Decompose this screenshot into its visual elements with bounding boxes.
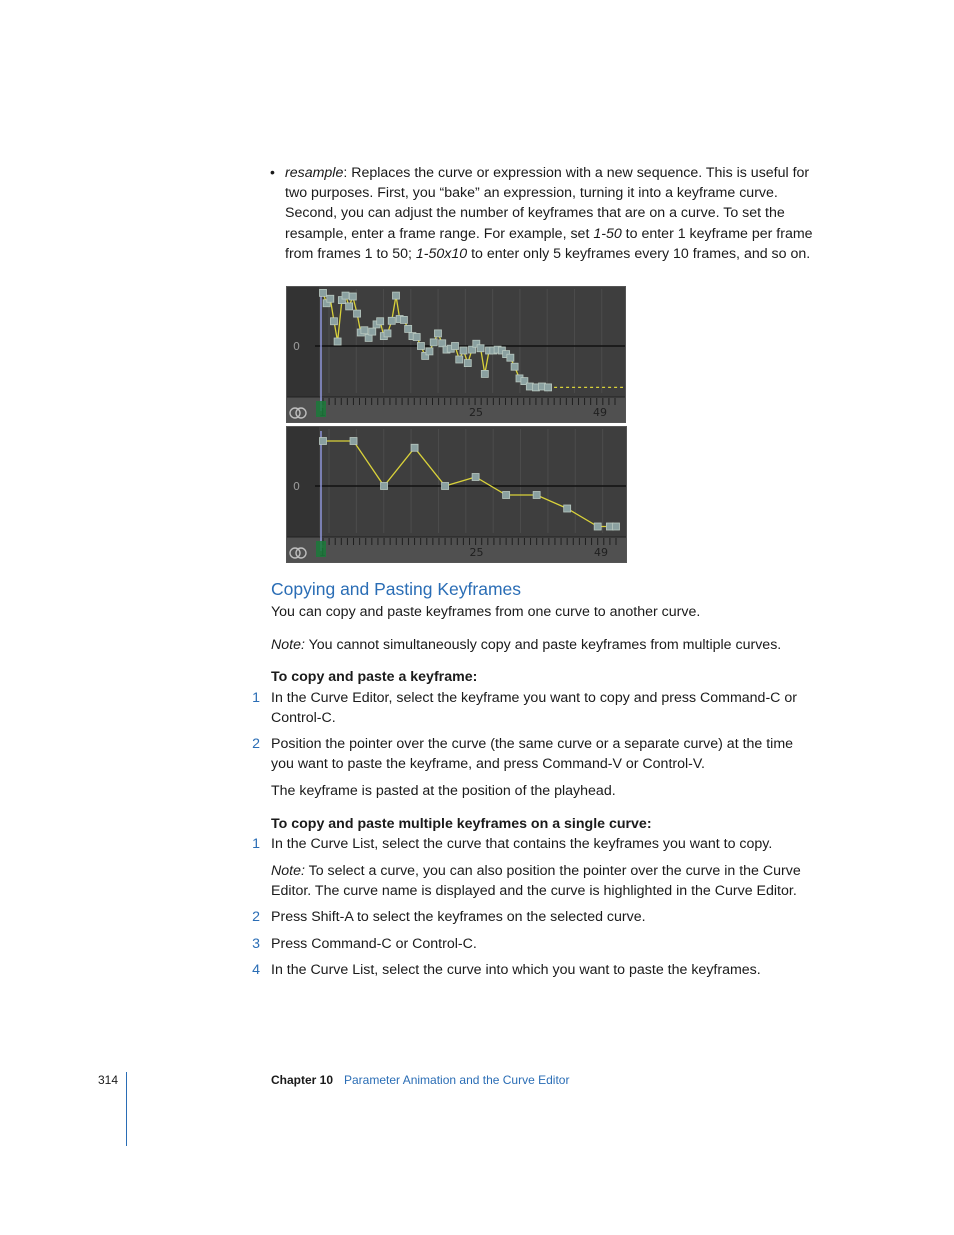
- bullet-marker: •: [270, 164, 275, 180]
- footer-divider: [126, 1072, 127, 1146]
- step-text: In the Curve List, select the curve that contains the keyframes you want to copy.: [271, 836, 773, 852]
- keyframe-point: [388, 317, 395, 324]
- step-text: In the Curve List, select the curve into which you want to paste the keyframes.: [271, 962, 761, 978]
- playhead-marker: [316, 541, 326, 557]
- time-ruler: [287, 537, 626, 562]
- step-text: Press Shift-A to select the keyframes on the selected curve.: [271, 909, 646, 925]
- task-title-copy-multiple: To copy and paste multiple keyframes on a single curve:: [271, 816, 652, 832]
- step-text: Press Command-C or Control-C.: [271, 936, 477, 952]
- step-note: [271, 861, 816, 901]
- step-number: 3: [252, 936, 260, 952]
- keyframe-point: [381, 483, 388, 490]
- keyframe-point: [464, 360, 471, 367]
- keyframe-point: [442, 483, 449, 490]
- keyframe-point: [346, 303, 353, 310]
- keyframe-point: [330, 318, 337, 325]
- keyframe-point: [320, 289, 327, 296]
- playhead-marker: [316, 401, 326, 417]
- step-number: 2: [252, 909, 260, 925]
- keyframe-point: [594, 523, 601, 530]
- ruler-label: 25: [469, 406, 483, 419]
- curve-editor-graph-after: [287, 427, 626, 562]
- keyframe-point: [377, 318, 384, 325]
- keyframe-point: [564, 505, 571, 512]
- bullet-text-part-3: to enter only 5 keyframes every 10 frames, and so on.: [467, 245, 811, 262]
- keyframe-point: [361, 327, 368, 334]
- keyframe-point: [481, 370, 488, 377]
- note-text: You cannot simultaneously copy and paste keyframes from multiple curves.: [304, 637, 782, 653]
- keyframe-point: [369, 328, 376, 335]
- keyframe-point: [334, 338, 341, 345]
- footer-chapter: Chapter 10: [271, 1073, 334, 1087]
- keyframe-point: [460, 347, 467, 354]
- keyframe-point: [533, 492, 540, 499]
- step-result: The keyframe is pasted at the position of the playhead.: [271, 783, 616, 799]
- bullet-text-part-1: : Replaces the curve or expression with a new sequence. This is useful for two purposes. First, you “bake” an expression, turning it into a keyframe curve. Second, you can adjust the number of keyframes that are on a curve. To set the resample, enter a frame range. For example, set: [285, 165, 810, 242]
- keyframe-point: [426, 348, 433, 355]
- time-ruler: [287, 397, 625, 422]
- note-paragraph: [271, 635, 811, 655]
- note-label: Note:: [271, 637, 305, 653]
- keyframe-point: [393, 292, 400, 299]
- zero-label: 0: [293, 340, 300, 353]
- bullet-text-part-2: to enter 1 keyframe per frame from frames 1 to 50;: [285, 225, 813, 262]
- keyframe-point: [320, 438, 327, 445]
- curve-editor-graph-before: [287, 287, 625, 422]
- task-title-copy-keyframe: To copy and paste a keyframe:: [271, 669, 478, 685]
- keyframe-point: [477, 345, 484, 352]
- section-heading: Copying and Pasting Keyframes: [271, 579, 521, 599]
- term-resample: resample: [285, 165, 344, 181]
- keyframe-point: [413, 334, 420, 341]
- keyframe-point: [327, 295, 334, 302]
- keyframe-point: [434, 330, 441, 337]
- section-intro: You can copy and paste keyframes from one curve to another curve.: [271, 604, 701, 620]
- note-text: To select a curve, you can also position the pointer over the curve in the Curve Editor. The curve name is displayed and the curve is highlighted in the Curve Editor.: [271, 863, 801, 900]
- resample-bullet-text: [285, 163, 815, 264]
- zero-label: 0: [293, 480, 300, 493]
- step-text: Position the pointer over the curve (the same curve or a separate curve) at the time you want to paste the keyframe, and press Command-V or Control-V.: [271, 736, 794, 773]
- keyframe-point: [430, 339, 437, 346]
- curve-editor-figure-before: [286, 286, 626, 423]
- keyframe-point: [349, 293, 356, 300]
- curve-editor-figure-after: [286, 426, 627, 563]
- keyframe-point: [411, 444, 418, 451]
- step-number: 2: [252, 736, 260, 752]
- step-number: 1: [252, 836, 260, 852]
- step-number: 1: [252, 690, 260, 706]
- keyframe-point: [354, 310, 361, 317]
- ruler-label: 49: [593, 406, 607, 419]
- keyframe-point: [545, 384, 552, 391]
- keyframe-point: [384, 330, 391, 337]
- keyframe-point: [613, 523, 620, 530]
- ruler-label: 25: [469, 546, 484, 559]
- example-range-2: 1-50x10: [415, 245, 468, 262]
- ruler-label: 49: [594, 546, 608, 559]
- keyframe-point: [456, 356, 463, 363]
- keyframe-point: [405, 325, 412, 332]
- keyframe-point: [503, 492, 510, 499]
- keyframe-point: [452, 343, 459, 350]
- keyframe-point: [350, 438, 357, 445]
- keyframe-point: [342, 292, 349, 299]
- step-number: 4: [252, 962, 260, 978]
- keyframe-point: [507, 354, 514, 361]
- example-range-1: 1-50: [593, 225, 622, 242]
- keyframe-point: [417, 343, 424, 350]
- keyframe-point: [472, 474, 479, 481]
- note-label: Note:: [271, 863, 305, 879]
- keyframe-point: [511, 363, 518, 370]
- page-number: 314: [98, 1073, 119, 1087]
- step-text: In the Curve Editor, select the keyframe you want to copy and press Command-C or Control-C.: [271, 690, 797, 727]
- footer-chapter-title: Parameter Animation and the Curve Editor: [344, 1073, 570, 1087]
- keyframe-point: [400, 316, 407, 323]
